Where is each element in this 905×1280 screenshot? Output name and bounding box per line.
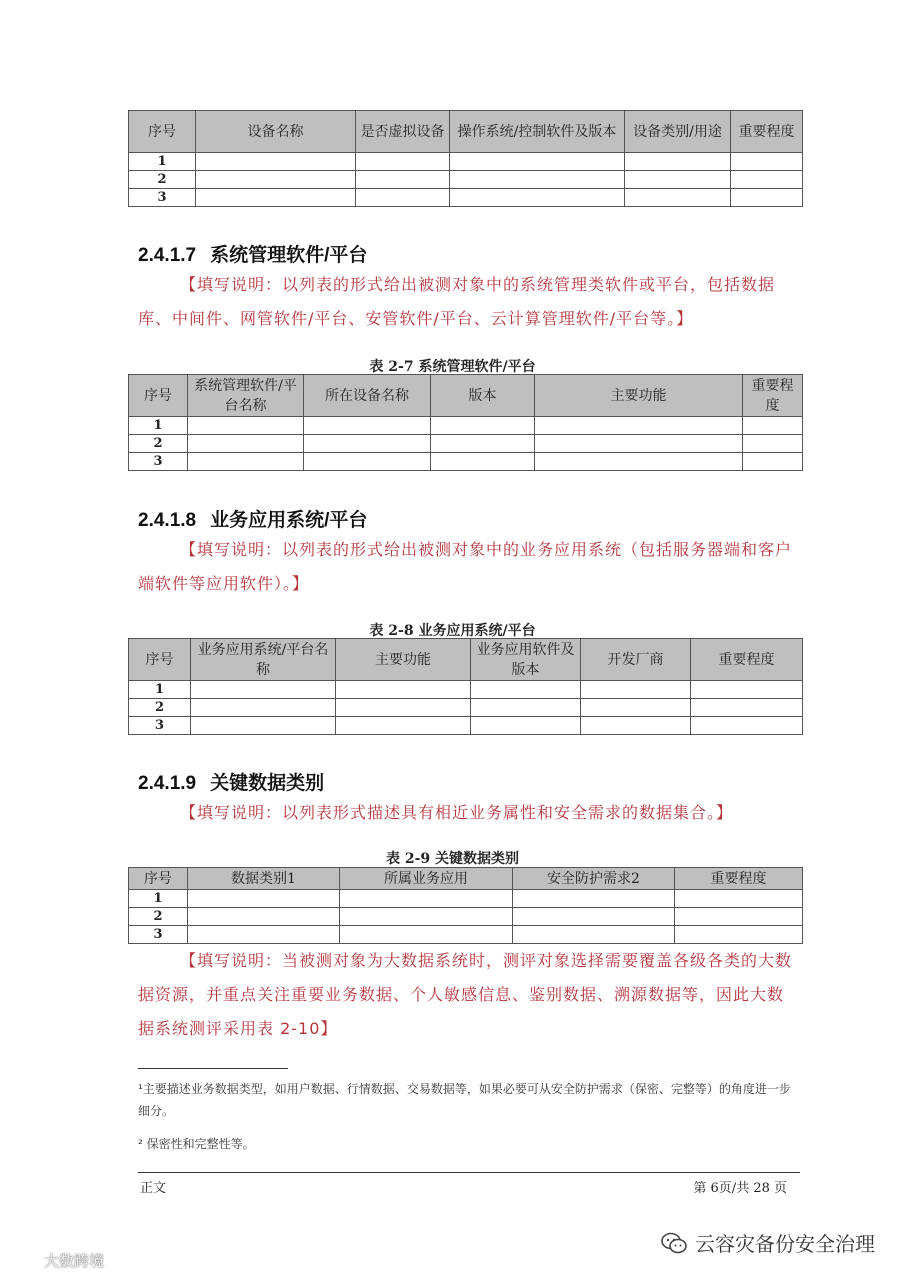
section-title: 系统管理软件/平台	[210, 245, 368, 266]
footnote-1: ¹主要描述业务数据类型，如用户数据、行情数据、交易数据等，如果必要可从安全防护需求（保密、完整等）的角度进一步细分。	[138, 1082, 791, 1118]
key-data-table	[128, 867, 803, 944]
row-number: 1	[129, 153, 196, 171]
brand-logo-icon	[6, 1252, 40, 1270]
row-number: 2	[129, 908, 188, 926]
table-row	[129, 171, 803, 189]
header-cell: 开发厂商	[581, 639, 691, 681]
header-cell: 数据类别1	[188, 868, 340, 890]
header-cell: 重要程度	[691, 639, 803, 681]
fill-instruction: 【填写说明：以列表的形式给出被测对象中的业务应用系统（包括服务器端和客户端软件等应用软件）。】	[138, 540, 793, 593]
header-cell: 序号	[129, 375, 188, 417]
table-row	[129, 153, 803, 171]
mgmt-software-table	[128, 374, 803, 471]
wechat-icon	[661, 1232, 687, 1254]
table-row	[129, 435, 803, 453]
header-cell: 序号	[129, 639, 191, 681]
section-heading-2419	[138, 768, 324, 795]
table-row	[129, 717, 803, 735]
row-number: 3	[129, 717, 191, 735]
section-title: 业务应用系统/平台	[210, 510, 368, 531]
row-number: 2	[129, 171, 196, 189]
header-cell: 主要功能	[535, 375, 743, 417]
fill-instruction: 【填写说明：以列表的形式给出被测对象中的系统管理类软件或平台，包括数据库、中间件、网管软件/平台、安管软件/平台、云计算管理软件/平台等。】	[138, 275, 776, 328]
device-table	[128, 110, 803, 207]
watermark-account	[661, 1228, 875, 1257]
table-row	[129, 908, 803, 926]
header-cell: 操作系统/控制软件及版本	[450, 111, 625, 153]
section-title: 关键数据类别	[210, 773, 325, 794]
section-number: 2.4.1.8	[138, 510, 197, 531]
header-cell: 序号	[129, 111, 196, 153]
header-cell: 重要程度	[731, 111, 803, 153]
section-number: 2.4.1.7	[138, 245, 197, 266]
fill-instruction: 【填写说明：以列表形式描述具有相近业务属性和安全需求的数据集合。】	[180, 803, 734, 822]
footnote-divider	[138, 1068, 288, 1069]
header-cell: 业务应用系统/平台名称	[191, 639, 336, 681]
watermark-text: 大数跨境	[44, 1252, 105, 1270]
footnote-2: ² 保密性和完整性等。	[138, 1137, 255, 1151]
header-cell: 是否虚拟设备	[356, 111, 450, 153]
table-caption: 表 2-9 关键数据类别	[385, 851, 520, 867]
row-number: 1	[129, 417, 188, 435]
table-caption: 表 2-7 系统管理软件/平台	[369, 359, 536, 375]
table-row	[129, 189, 803, 207]
header-cell: 版本	[431, 375, 535, 417]
header-cell: 所属业务应用	[340, 868, 513, 890]
table-row	[129, 699, 803, 717]
header-cell: 重要程度	[743, 375, 803, 417]
table-row	[129, 890, 803, 908]
row-number: 2	[129, 435, 188, 453]
row-number: 1	[129, 890, 188, 908]
table-row	[129, 417, 803, 435]
table-caption: 表 2-8 业务应用系统/平台	[369, 623, 536, 639]
page-number: 第 6页/共 28 页	[693, 1181, 787, 1196]
header-cell: 设备名称	[196, 111, 356, 153]
footer-section-label: 正文	[140, 1181, 167, 1196]
header-cell: 所在设备名称	[304, 375, 431, 417]
section-heading-2417	[138, 240, 367, 267]
header-cell: 设备类别/用途	[625, 111, 731, 153]
fill-instruction-big-data: 【填写说明：当被测对象为大数据系统时，测评对象选择需要覆盖各级各类的大数据资源，并重点关注重要业务数据、个人敏感信息、鉴别数据、溯源数据等，因此大数据系统测评采用表 2-10】	[138, 951, 793, 1038]
footer-divider	[138, 1172, 800, 1173]
watermark-text: 云容灾备份安全治理	[695, 1232, 875, 1256]
row-number: 3	[129, 189, 196, 207]
header-cell: 序号	[129, 868, 188, 890]
watermark-brand	[6, 1250, 104, 1271]
header-cell: 重要程度	[675, 868, 803, 890]
row-number: 1	[129, 681, 191, 699]
header-cell: 安全防护需求2	[513, 868, 675, 890]
row-number: 2	[129, 699, 191, 717]
table-row	[129, 926, 803, 944]
section-number: 2.4.1.9	[138, 773, 197, 794]
row-number: 3	[129, 453, 188, 471]
header-cell: 业务应用软件及版本	[471, 639, 581, 681]
row-number: 3	[129, 926, 188, 944]
business-app-table	[128, 638, 803, 735]
section-heading-2418	[138, 505, 367, 532]
table-row	[129, 681, 803, 699]
header-cell: 主要功能	[336, 639, 471, 681]
header-cell: 系统管理软件/平台名称	[188, 375, 304, 417]
table-row	[129, 453, 803, 471]
